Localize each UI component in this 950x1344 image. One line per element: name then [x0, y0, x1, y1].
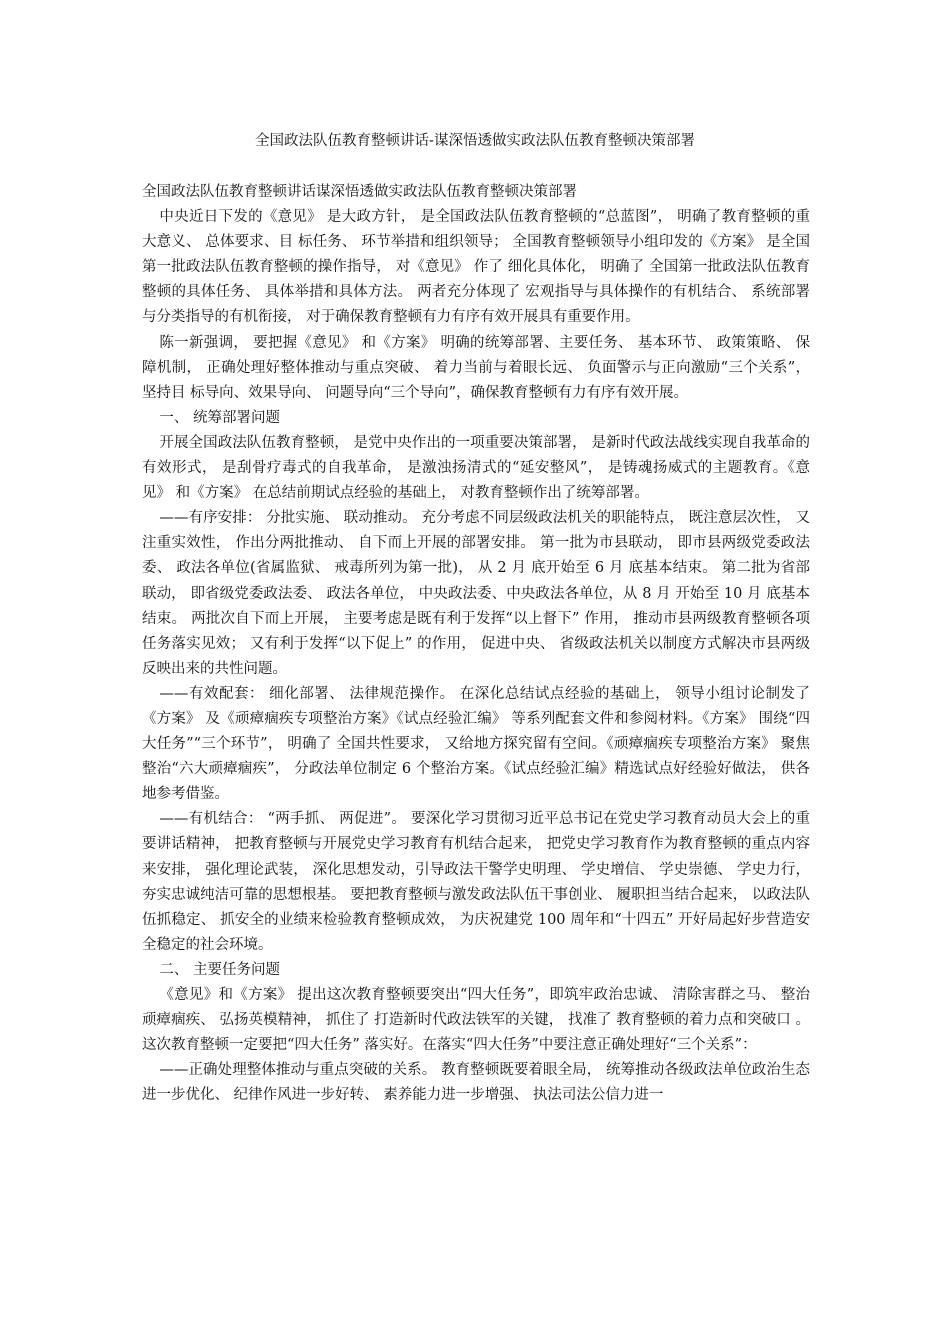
paragraph: 《意见》和《方案》 提出这次教育整顿要突出“四大任务”，即筑牢政治忠诚、 清除害群之马、 整治顽瘴痼疾、 弘扬英模精神， 抓住了 打造新时代政法铁军的关键， 找准了 教育整顿的着力点和突破口 。 这次教育整顿一定要把“四大任务” 落实好。在落实“四大任务”中要注意正确处理好“三个关系”：	[142, 987, 810, 1054]
paragraph: ——正确处理整体推动与重点突破的关系。 教育整顿既要着眼全局， 统筹推动各级政法单位政治生态进一步优化、 纪律作风进一步好转、 素养能力进一步增强、 执法司法公信力进一	[142, 1062, 810, 1104]
document-body	[142, 180, 810, 1108]
paragraph: ——有序安排： 分批实施、 联动推动。 充分考虑不同层级政法机关的职能特点， 既注意层次性， 又注重实效性， 作出分两批推动、 自下而上开展的部署安排。 第一批为市县联动， 即市县两级党委政法委、 政法各单位(省属监狱、 戒毒所列为第一批)， 从 2 月 底开始至 6 月 底基本结束。 第二批为省部联动， 即省级党委政法委、 政法各单位， 中央政法委、中央政法各单位，从 8 月 开始至 10 月 底基本结束。 两批次自下而上开展， 主要考虑是既有利于发挥“以上督下” 作用， 推动市县两级教育整顿各项任务落实见效； 又有利于发挥“以下促上” 的作用， 促进中央、 省级政法机关以制度方式解决市县两级反映出来的共性问题。	[142, 510, 810, 677]
section-heading: 一、 统筹部署问题	[159, 409, 280, 426]
paragraph: ——有效配套： 细化部署、 法律规范操作。 在深化总结试点经验的基础上， 领导小组讨论制发了 《方案》 及《顽瘴痼疾专项整治方案》《试点经验汇编》 等系列配套文件和参阅材料。《方案》 围绕“四大任务”“三个环节”， 明确了 全国共性要求， 又给地方探究留有空间。《顽瘴痼疾专项整治方案》 聚焦整治“六大顽瘴痼疾”， 分政法单位制定 6 个整治方案。《试点经验汇编》精选试点好经验好做法， 供各地参考借鉴。	[142, 685, 810, 803]
paragraph: ——有机结合： “两手抓、 两促进”。 要深化学习贯彻习近平总书记在党史学习教育动员大会上的重要讲话精神， 把教育整顿与开展党史学习教育有机结合起来， 把党史学习教育作为教育整顿的重点内容来安排， 强化理论武装， 深化思想发动，引导政法干警学史明理、 学史增信、 学史崇德、 学史力行， 夯实忠诚纯洁可靠的思想根基。 要把教育整顿与激发政法队伍干事创业、 履职担当结合起来， 以政法队伍抓稳定、 抓安全的业绩来检验教育整顿成效， 为庆祝建党 100 周年和“十四五” 开好局起好步营造安全稳定的社会环境。	[142, 811, 810, 953]
section-heading: 二、 主要任务问题	[159, 961, 280, 978]
document-title: 全国政法队伍教育整顿讲话-谋深悟透做实政法队伍教育整顿决策部署	[255, 133, 695, 149]
paragraph: 中央近日下发的《意见》 是大政方针， 是全国政法队伍教育整顿的“总蓝图”， 明确了教育整顿的重大意义、 总体要求、目 标任务、 环节举措和组织领导； 全国教育整顿领导小组印发的《方案》 是全国第一批政法队伍教育整顿的操作指导， 对《意见》 作了 细化具体化， 明确了 全国第一批政法队伍教育整顿的具体任务、 具体举措和具体方法。 两者充分体现了 宏观指导与具体操作的有机结合、 系统部署与分类指导的有机衔接， 对于确保教育整顿有力有序有效开展具有重要作用。	[142, 209, 810, 326]
paragraph: 陈一新强调， 要把握《意见》 和《方案》 明确的统筹部署、主要任务、 基本环节、 政策策略、 保障机制， 正确处理好整体推动与重点突破、 着力当前与着眼长远、 负面警示与正向激励“三个关系”， 坚持目 标导向、效果导向、 问题导向“三个导向”，确保教育整顿有力有序有效开展。	[142, 334, 810, 401]
paragraph: 开展全国政法队伍教育整顿， 是党中央作出的一项重要决策部署， 是新时代政法战线实现自我革命的有效形式， 是刮骨疗毒式的自我革命， 是激浊扬清式的“延安整风”， 是铸魂扬威式的主题教育。《意见》 和《方案》 在总结前期试点经验的基础上， 对教育整顿作出了统筹部署。	[142, 434, 810, 502]
document-subtitle: 全国政法队伍教育整顿讲话谋深悟透做实政法队伍教育整顿决策部署	[142, 184, 577, 200]
